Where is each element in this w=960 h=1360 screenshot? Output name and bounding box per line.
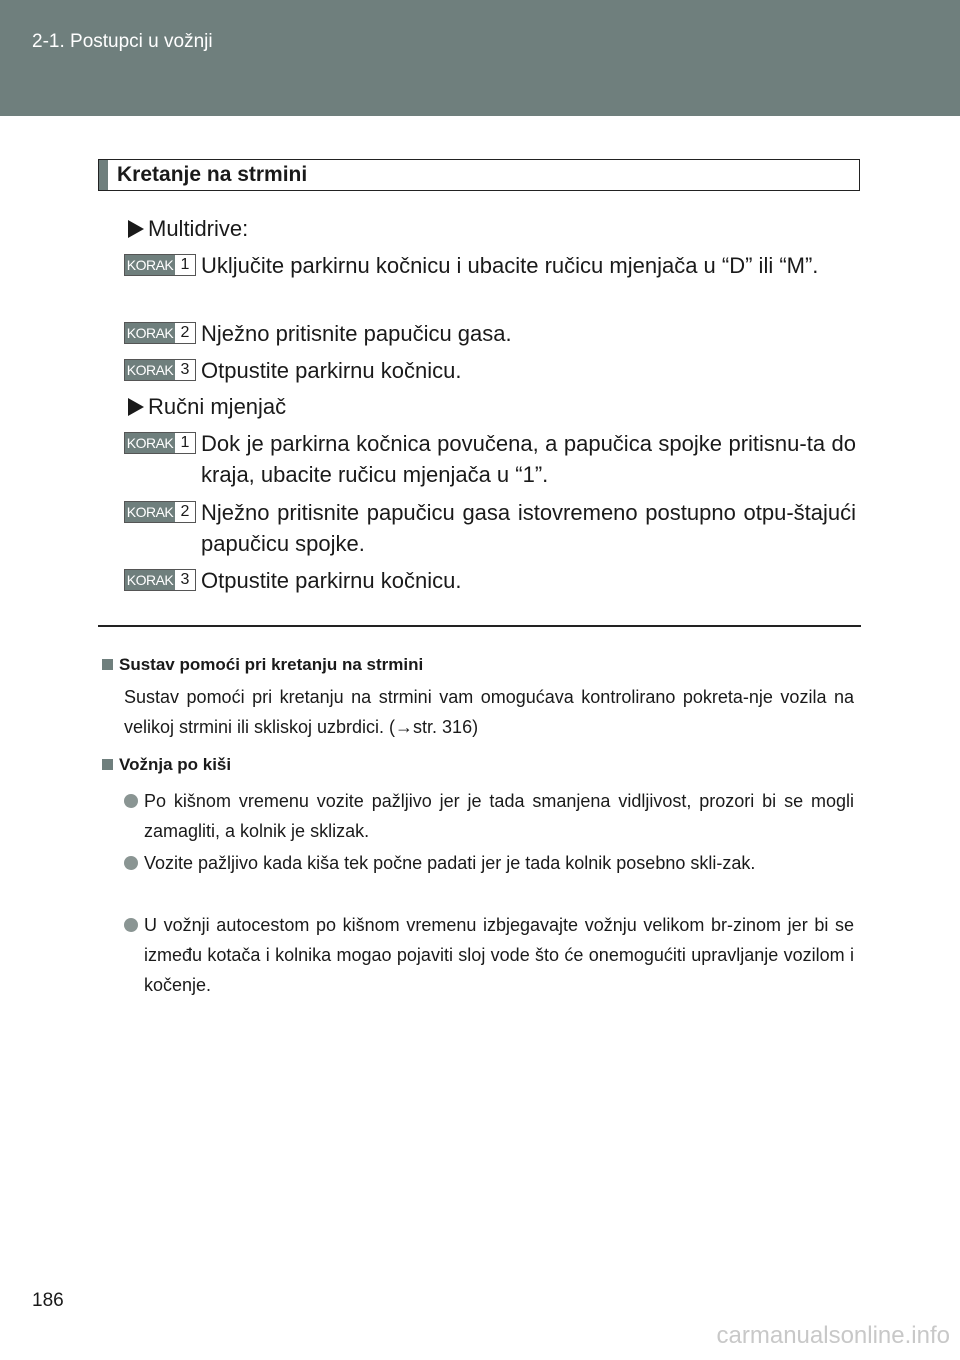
square-bullet-icon xyxy=(102,659,113,670)
square-bullet-icon xyxy=(102,759,113,770)
section-title: Kretanje na strmini xyxy=(117,163,308,186)
step-text: Uključite parkirnu kočnicu i ubacite ručicu mjenjača u “D” ili “M”. xyxy=(201,253,819,278)
step-badge xyxy=(124,501,196,523)
page-number: 186 xyxy=(32,1290,64,1311)
note-body-hill-assist: Sustav pomoći pri kretanju na strmini vam omogućava kontrolirano pokreta-nje vozila na velikoj strmini ili skliskoj uzbrdici. (→str. 316) xyxy=(124,687,854,737)
note-title: Vožnja po kiši xyxy=(119,755,232,774)
variant-title: Multidrive: xyxy=(148,216,249,241)
step-badge-label: KORAK xyxy=(126,435,174,451)
step-badge-label: KORAK xyxy=(126,257,174,273)
bullet-text: U vožnji autocestom po kišnom vremenu izbjegavajte vožnju velikom br-zinom jer bi se između kotača i kolnika mogao pojaviti sloj vode što će onemogućiti upravljanje vozilom i kočenje. xyxy=(144,915,854,995)
step-badge-label: KORAK xyxy=(126,504,174,520)
header-section-title: 2-1. Postupci u vožnji xyxy=(32,31,213,52)
step-item xyxy=(124,565,856,596)
step-text: Nježno pritisnite papučicu gasa. xyxy=(201,321,512,346)
round-bullet-icon xyxy=(124,856,138,870)
step-item xyxy=(124,497,856,559)
bullet-item xyxy=(124,910,854,1000)
variant-heading-multidrive xyxy=(128,214,248,244)
section-title-box xyxy=(98,159,860,191)
step-text: Otpustite parkirnu kočnicu. xyxy=(201,568,462,593)
step-item xyxy=(124,355,856,386)
bullet-item xyxy=(124,786,854,846)
step-badge-label: KORAK xyxy=(126,572,174,588)
bullet-text: Po kišnom vremenu vozite pažljivo jer je tada smanjena vidljivost, prozori bi se mogli zamagliti, a kolnik je sklizak. xyxy=(144,791,854,841)
step-badge-number: 3 xyxy=(175,360,195,380)
step-badge xyxy=(124,322,196,344)
note-heading-hill-assist xyxy=(102,654,423,676)
step-badge xyxy=(124,254,196,276)
page-header xyxy=(0,0,960,116)
section-divider xyxy=(98,625,861,627)
note-title: Sustav pomoći pri kretanju na strmini xyxy=(119,655,424,674)
triangle-right-icon xyxy=(128,220,144,238)
note-heading-rain xyxy=(102,754,231,776)
step-text: Dok je parkirna kočnica povučena, a papučica spojke pritisnu-ta do kraja, ubacite ručicu mjenjača u “1”. xyxy=(201,431,856,487)
step-badge-number: 1 xyxy=(175,433,195,453)
step-item xyxy=(124,318,856,349)
step-badge-label: KORAK xyxy=(126,325,174,341)
step-badge-number: 2 xyxy=(175,323,195,343)
step-badge-label: KORAK xyxy=(126,362,174,378)
triangle-right-icon xyxy=(128,398,144,416)
section-title-accent xyxy=(99,160,108,190)
step-item xyxy=(124,250,856,281)
round-bullet-icon xyxy=(124,794,138,808)
step-badge xyxy=(124,432,196,454)
step-badge-number: 1 xyxy=(175,255,195,275)
step-badge xyxy=(124,569,196,591)
bullet-text: Vozite pažljivo kada kiša tek počne padati jer je tada kolnik posebno skli-zak. xyxy=(144,853,756,873)
step-item xyxy=(124,428,856,490)
step-badge-number: 3 xyxy=(175,570,195,590)
watermark: carmanualsonline.info xyxy=(716,1322,950,1349)
step-badge-number: 2 xyxy=(175,502,195,522)
step-badge xyxy=(124,359,196,381)
step-text: Otpustite parkirnu kočnicu. xyxy=(201,358,462,383)
variant-heading-manual xyxy=(128,392,286,422)
step-text: Nježno pritisnite papučicu gasa istovremeno postupno otpu-štajući papučicu spojke. xyxy=(201,500,856,556)
bullet-item xyxy=(124,848,854,878)
variant-title: Ručni mjenjač xyxy=(148,394,287,419)
round-bullet-icon xyxy=(124,918,138,932)
